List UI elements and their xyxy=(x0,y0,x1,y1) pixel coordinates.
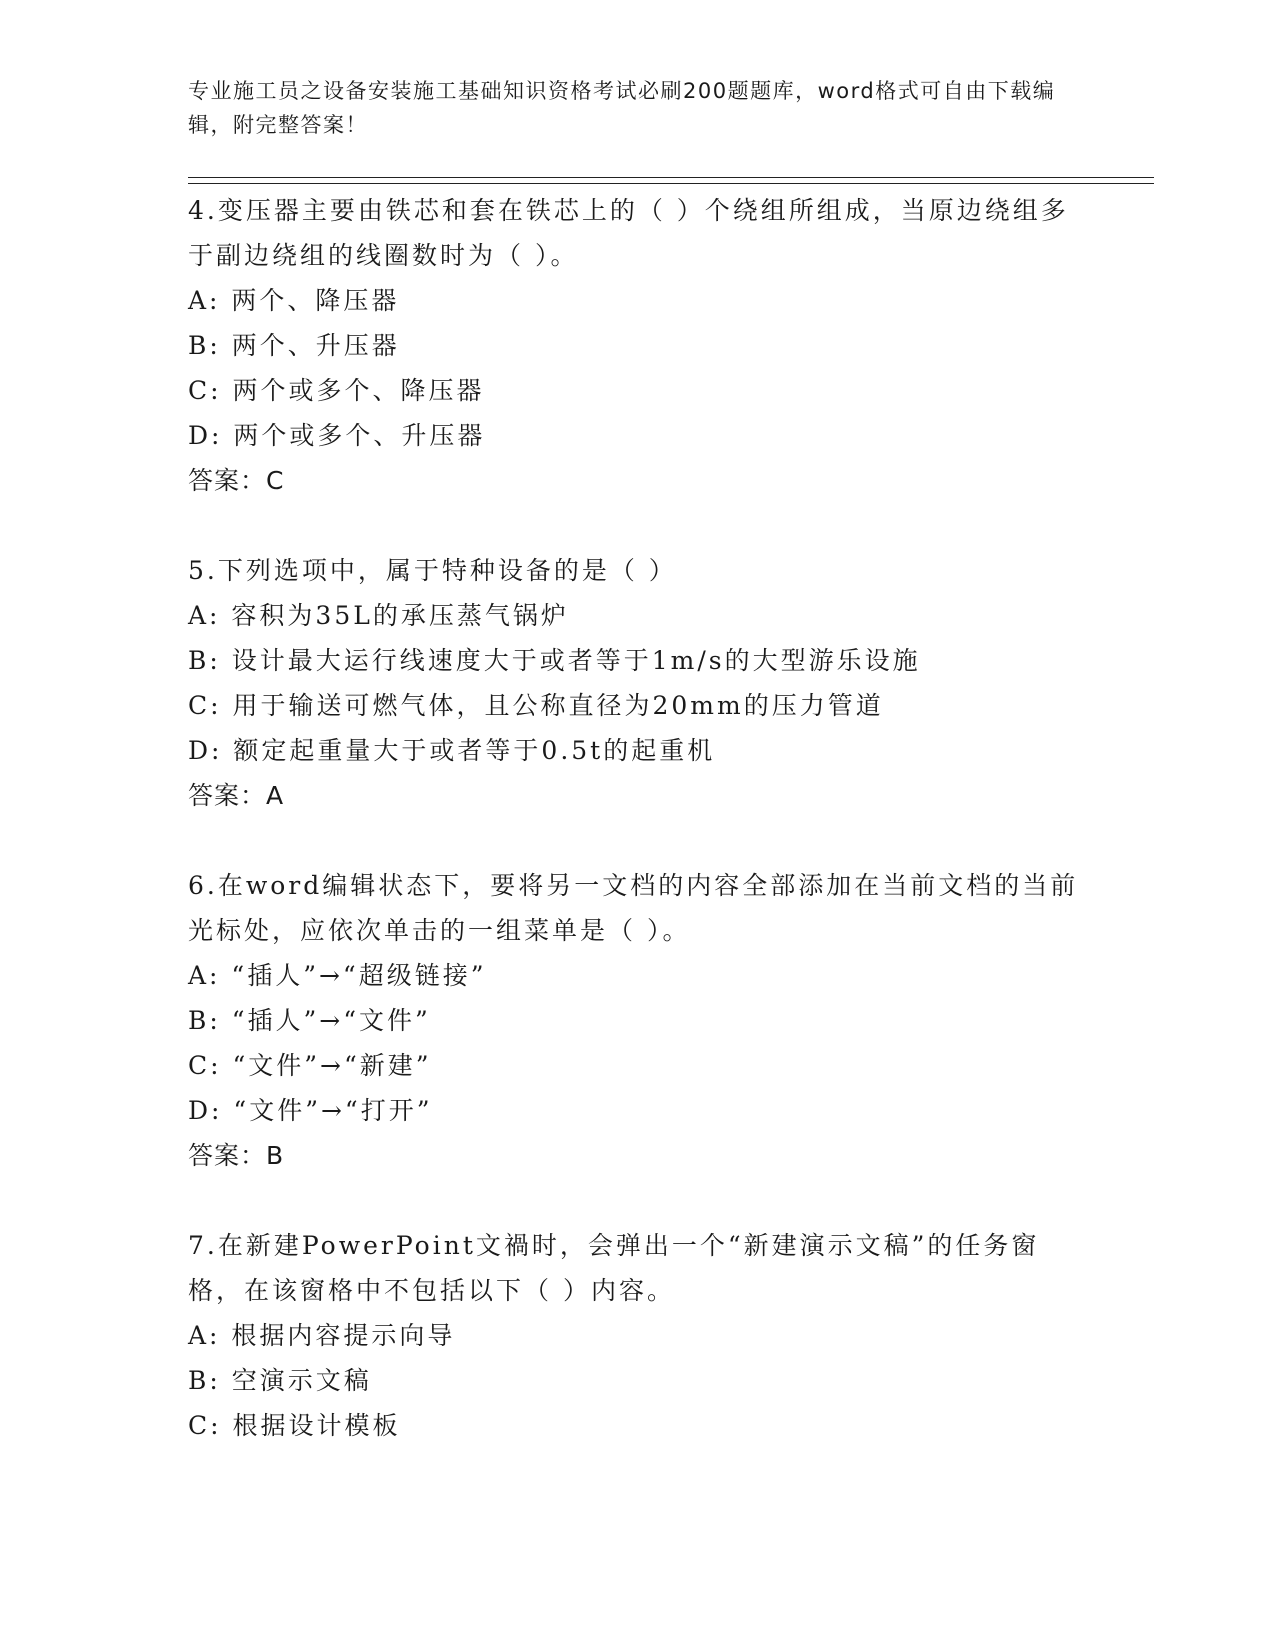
option-b: B: 空演示文稿 xyxy=(188,1366,372,1395)
option-c: C: 两个或多个、降压器 xyxy=(188,376,485,405)
answer-text: 答案：B xyxy=(188,1141,285,1170)
question-stem: 5.下列选项中，属于特种设备的是（ ） xyxy=(188,556,677,585)
answer-text: 答案：A xyxy=(188,781,285,810)
option-a: A: 两个、降压器 xyxy=(188,286,400,315)
option-b: B: “插人”→“文件” xyxy=(188,1006,431,1035)
option-c: C: 用于输送可燃气体，且公称直径为20mm的压力管道 xyxy=(188,691,884,720)
question-stem: 6.在word编辑状态下，要将另一文档的内容全部添加在当前文档的当前光标处，应依次单击的一组菜单是（ ）。 xyxy=(188,871,1079,945)
option-a: A: “插人”→“超级链接” xyxy=(188,961,487,990)
question-stem: 7.在新建PowerPoint文禍时，会弹出一个“新建演示文稿”的任务窗格，在该窗格中不包括以下（ ）内容。 xyxy=(188,1231,1040,1305)
answer-text: 答案：C xyxy=(188,466,285,495)
question-4 xyxy=(188,188,1088,503)
option-d: D: “文件”→“打开” xyxy=(188,1096,433,1125)
question-6 xyxy=(188,863,1088,1178)
option-b: B: 两个、升压器 xyxy=(188,331,400,360)
question-5 xyxy=(188,548,1088,818)
option-a: A: 根据内容提示向导 xyxy=(188,1321,456,1350)
header-divider xyxy=(188,177,1154,184)
question-list xyxy=(188,188,1088,1493)
option-c: C: “文件”→“新建” xyxy=(188,1051,432,1080)
document-header: 专业施工员之设备安装施工基础知识资格考试必刷200题题库，word格式可自由下载编辑，附完整答案！ xyxy=(188,79,1056,137)
option-d: D: 额定起重量大于或者等于0.5t的起重机 xyxy=(188,736,716,765)
question-7 xyxy=(188,1223,1088,1448)
option-c: C: 根据设计模板 xyxy=(188,1411,401,1440)
option-a: A: 容积为35L的承压蒸气锅炉 xyxy=(188,601,569,630)
option-d: D: 两个或多个、升压器 xyxy=(188,421,486,450)
question-stem: 4.变压器主要由铁芯和套在铁芯上的（ ）个绕组所组成，当原边绕组多于副边绕组的线圈数时为（ ）。 xyxy=(188,196,1069,270)
option-b: B: 设计最大运行线速度大于或者等于1m/s的大型游乐设施 xyxy=(188,646,921,675)
